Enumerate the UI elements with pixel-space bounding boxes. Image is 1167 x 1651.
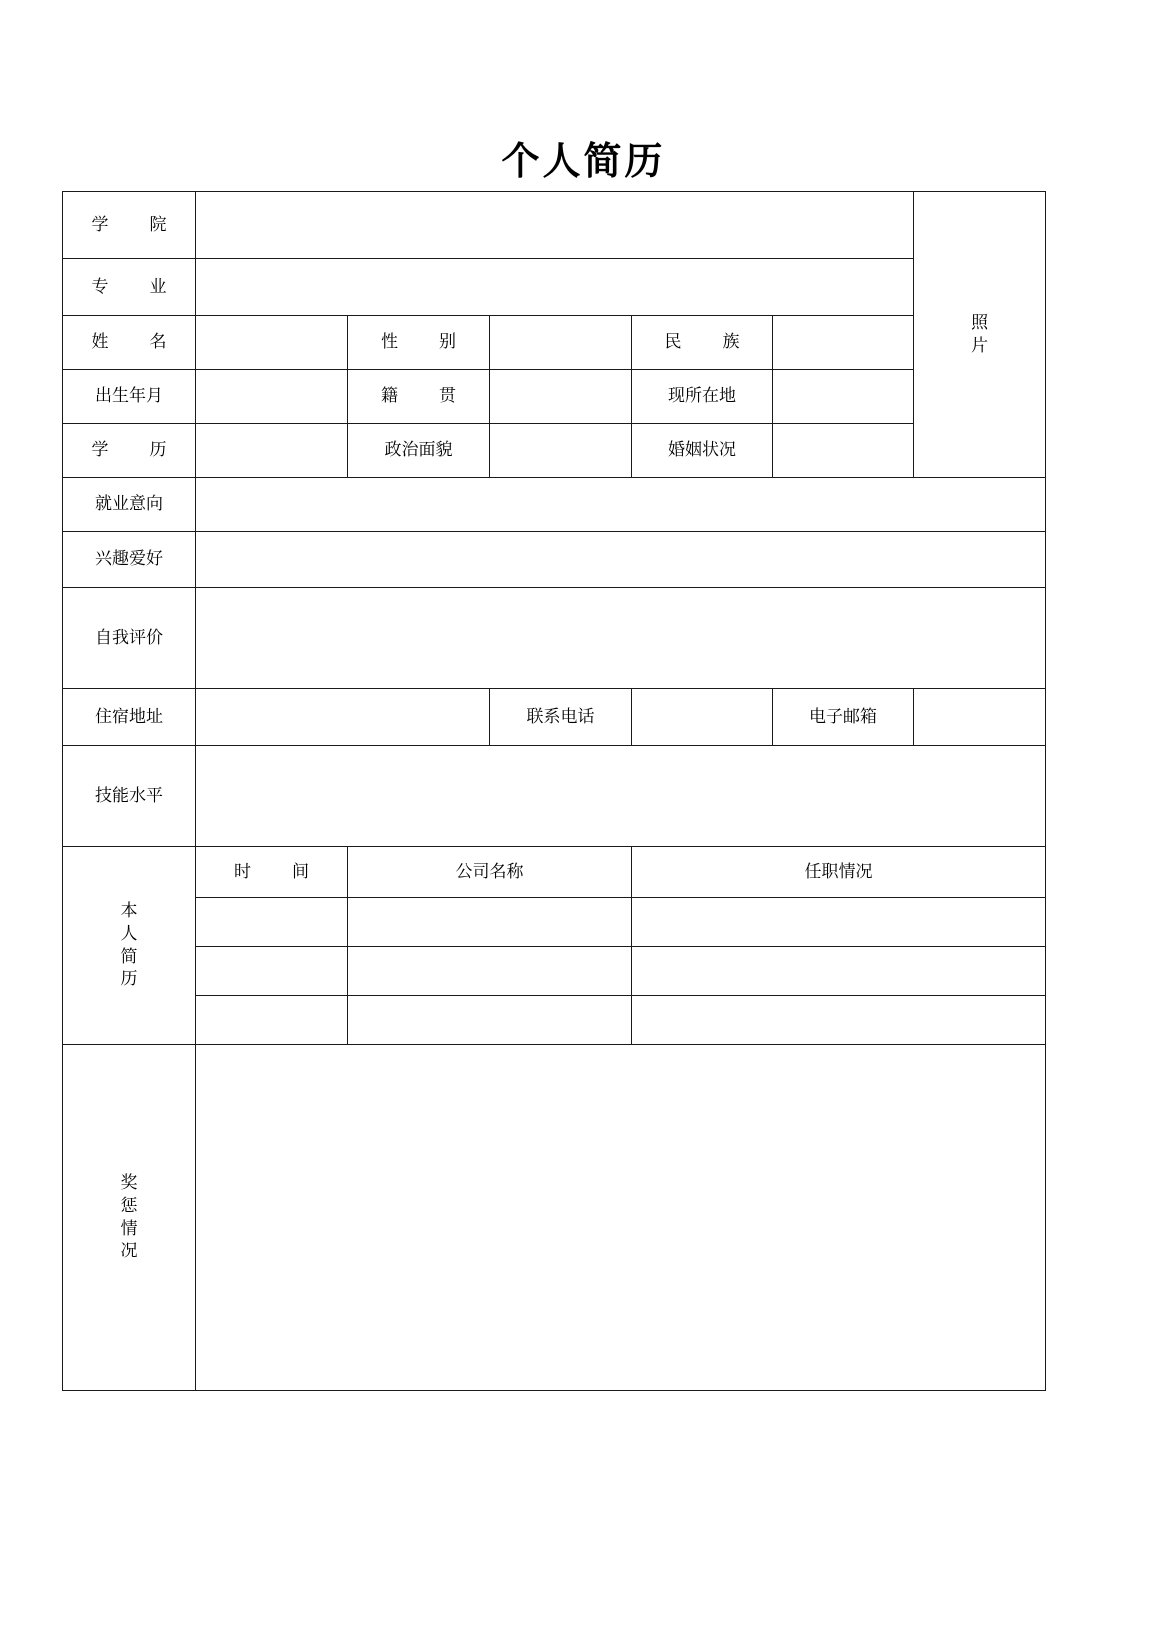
value-job-intention[interactable] [196, 478, 1046, 532]
table-row-name [63, 316, 1046, 370]
table-row-skills [63, 746, 1046, 847]
label-name: 姓 名 [63, 316, 196, 370]
table-row-major [63, 259, 1046, 316]
value-name[interactable] [196, 316, 348, 370]
value-awards[interactable] [196, 1045, 1046, 1391]
table-row-hobbies [63, 532, 1046, 588]
label-awards [63, 1045, 196, 1391]
value-ethnicity[interactable] [773, 316, 914, 370]
label-address: 住宿地址 [63, 689, 196, 746]
label-job-intention: 就业意向 [63, 478, 196, 532]
experience-time[interactable] [196, 996, 348, 1045]
experience-label-char-2: 人 [120, 923, 138, 943]
table-row-birth [63, 370, 1046, 424]
label-current-location: 现所在地 [632, 370, 773, 424]
label-gender: 性 别 [348, 316, 490, 370]
label-phone: 联系电话 [490, 689, 632, 746]
experience-column-header-company: 公司名称 [348, 847, 632, 898]
value-major[interactable] [196, 259, 914, 316]
experience-column-header-time: 时 间 [196, 847, 348, 898]
awards-label-char-3: 情 [120, 1218, 138, 1238]
value-current-location[interactable] [773, 370, 914, 424]
value-email[interactable] [914, 689, 1046, 746]
experience-company[interactable] [348, 947, 632, 996]
page-title: 个人简历 [501, 141, 666, 183]
table-row-awards [63, 1045, 1046, 1391]
label-marital-status: 婚姻状况 [632, 424, 773, 478]
value-hobbies[interactable] [196, 532, 1046, 588]
experience-label-char-4: 历 [120, 969, 138, 989]
label-self-evaluation: 自我评价 [63, 588, 196, 689]
value-gender[interactable] [490, 316, 632, 370]
label-major: 专 业 [63, 259, 196, 316]
experience-label-char-3: 简 [120, 946, 138, 966]
awards-label-char-2: 惩 [120, 1195, 138, 1215]
value-education[interactable] [196, 424, 348, 478]
awards-label-char-1: 奖 [120, 1172, 138, 1192]
label-ethnicity: 民 族 [632, 316, 773, 370]
table-row-contact [63, 689, 1046, 746]
value-address[interactable] [196, 689, 490, 746]
experience-company[interactable] [348, 898, 632, 947]
table-row-job-intention [63, 478, 1046, 532]
experience-position[interactable] [632, 947, 1046, 996]
experience-company[interactable] [348, 996, 632, 1045]
table-row-self-evaluation [63, 588, 1046, 689]
photo-label-char-1: 照 [971, 312, 989, 332]
label-birth: 出生年月 [63, 370, 196, 424]
table-row-college [63, 192, 1046, 259]
photo-placeholder[interactable] [914, 192, 1046, 478]
table-row-experience-entry [63, 947, 1046, 996]
value-political-status[interactable] [490, 424, 632, 478]
value-birth[interactable] [196, 370, 348, 424]
value-skills[interactable] [196, 746, 1046, 847]
experience-position[interactable] [632, 996, 1046, 1045]
label-education: 学 历 [63, 424, 196, 478]
photo-label-char-2: 片 [971, 335, 989, 355]
label-email: 电子邮箱 [773, 689, 914, 746]
awards-label-char-4: 况 [120, 1241, 138, 1261]
experience-time[interactable] [196, 947, 348, 996]
value-marital-status[interactable] [773, 424, 914, 478]
experience-time[interactable] [196, 898, 348, 947]
label-skills: 技能水平 [63, 746, 196, 847]
experience-position[interactable] [632, 898, 1046, 947]
value-native-place[interactable] [490, 370, 632, 424]
label-college: 学 院 [63, 192, 196, 259]
value-phone[interactable] [632, 689, 773, 746]
resume-table [62, 191, 1046, 1391]
experience-column-header-position: 任职情况 [632, 847, 1046, 898]
table-row-experience-entry [63, 996, 1046, 1045]
label-political-status: 政治面貌 [348, 424, 490, 478]
label-hobbies: 兴趣爱好 [63, 532, 196, 588]
label-native-place: 籍 贯 [348, 370, 490, 424]
label-experience [63, 847, 196, 1045]
experience-label-char-1: 本 [120, 900, 138, 920]
table-row-experience-header [63, 847, 1046, 898]
table-row-experience-entry [63, 898, 1046, 947]
value-college[interactable] [196, 192, 914, 259]
table-row-education [63, 424, 1046, 478]
value-self-evaluation[interactable] [196, 588, 1046, 689]
